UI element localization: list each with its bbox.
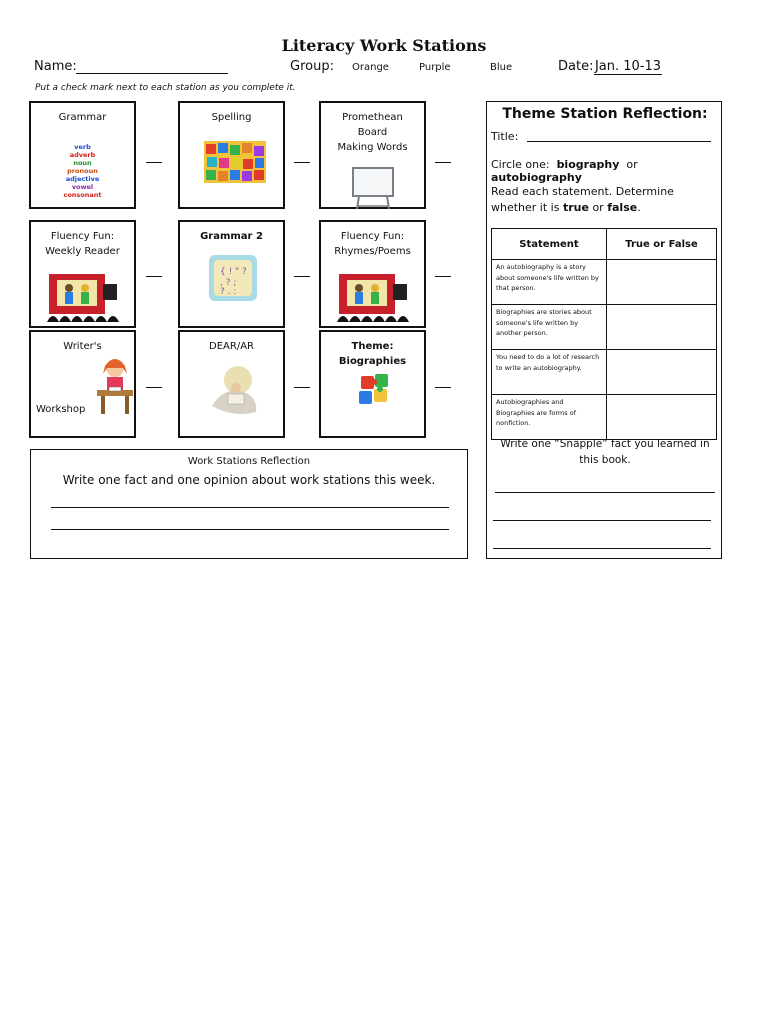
readers-theater-image	[47, 272, 121, 322]
snapple-prompt	[487, 436, 723, 468]
grammar-word: vowel	[71, 183, 94, 191]
or-word: or	[592, 201, 604, 214]
station-label: Grammar	[58, 112, 107, 123]
work-reflection-prompt: Write one fact and one opinion about work stations this week.	[62, 473, 436, 487]
column-header-statement: Statement	[492, 229, 607, 260]
true-false-table	[491, 228, 717, 440]
option-biography[interactable]: biography	[556, 158, 620, 171]
group-orange[interactable]: Orange	[352, 62, 389, 73]
station-grammar-2	[178, 220, 285, 328]
punctuation-marks-image	[208, 254, 258, 302]
answer-cell[interactable]	[607, 260, 717, 305]
letter-magnets-image	[204, 141, 266, 183]
station-label: Promethean Board Making Words	[337, 112, 408, 153]
title-field[interactable]	[527, 141, 711, 142]
option-autobiography[interactable]: autobiography	[491, 171, 582, 184]
reading-moon-image	[204, 358, 264, 418]
snapple-answer-line-1[interactable]	[495, 492, 715, 493]
table-row	[492, 305, 717, 350]
circle-one-label: Circle one:	[491, 158, 550, 171]
circle-one-line	[491, 158, 721, 184]
check-promethean-board[interactable]	[435, 162, 451, 163]
answer-cell[interactable]	[607, 305, 717, 350]
grammar-word: verb	[74, 143, 91, 151]
column-header-true-false: True or False	[607, 229, 717, 260]
read-statement-instructions: Read each statement. Determine whether it is true or false.	[491, 185, 674, 214]
puzzle-pieces-image	[355, 370, 395, 410]
false-word: false	[607, 201, 638, 214]
date-value[interactable]: Jan. 10-13	[594, 59, 662, 74]
statement-cell: An autobiography is a story about someone's life written by that person.	[492, 260, 607, 305]
read-line-1: Read each statement. Determine	[491, 185, 674, 198]
work-stations-reflection-panel	[30, 449, 468, 559]
station-promethean-board	[319, 101, 426, 209]
station-label-2: Workshop	[36, 404, 86, 415]
reflection-title: Theme Station Reflection:	[502, 106, 708, 122]
snapple-answer-line-2[interactable]	[493, 520, 711, 521]
table-row	[492, 260, 717, 305]
grammar-word: noun	[73, 159, 92, 167]
snapple-line-1: Write one “Snapple” fact you learned in	[500, 438, 710, 450]
grammar-word: adjective	[65, 175, 100, 183]
name-label: Name:	[34, 59, 77, 74]
date-label: Date:	[558, 59, 594, 74]
grammar-word: consonant	[63, 191, 102, 199]
read-line-2: whether it is	[491, 201, 560, 214]
svg-text:, ? ;: , ? ;	[220, 278, 237, 288]
title-field-label: Title:	[491, 130, 519, 143]
station-fluency-rhymes-poems	[319, 220, 426, 328]
snapple-line-2: this book.	[579, 454, 631, 466]
station-label: Grammar 2	[200, 231, 263, 242]
work-answer-line-2[interactable]	[51, 529, 449, 530]
page-title: Literacy Work Stations	[281, 36, 487, 55]
whiteboard-image	[351, 167, 395, 211]
check-dear-ar[interactable]	[294, 387, 310, 388]
check-writers-workshop[interactable]	[146, 387, 162, 388]
work-answer-line-1[interactable]	[51, 507, 449, 508]
station-dear-ar	[178, 330, 285, 438]
svg-text:? . :: ? . :	[220, 287, 237, 297]
or-word: or	[626, 158, 638, 171]
group-purple[interactable]: Purple	[419, 62, 451, 73]
station-grammar	[29, 101, 136, 209]
statement-cell: You need to do a lot of research to write an autobiography.	[492, 350, 607, 395]
station-label: Writer's	[63, 341, 102, 352]
check-theme-biographies[interactable]	[435, 387, 451, 388]
station-writers-workshop	[29, 330, 136, 438]
station-fluency-weekly-reader	[29, 220, 136, 328]
grammar-word: adverb	[69, 151, 96, 159]
grammar-word: pronoun	[67, 167, 98, 175]
station-label: Fluency Fun: Weekly Reader	[45, 231, 120, 257]
station-label: Theme: Biographies	[338, 341, 407, 367]
check-grammar-2[interactable]	[294, 276, 310, 277]
check-fluency-weekly-reader[interactable]	[146, 276, 162, 277]
svg-text:{ ! " ?: { ! " ?	[220, 267, 247, 277]
grammar-words-art	[31, 143, 134, 199]
check-grammar[interactable]	[146, 162, 162, 163]
group-label: Group:	[290, 59, 334, 74]
check-spelling[interactable]	[294, 162, 310, 163]
station-label: DEAR/AR	[209, 341, 254, 352]
snapple-answer-line-3[interactable]	[493, 548, 711, 549]
station-spelling	[178, 101, 285, 209]
instructions: Put a check mark next to each station as you complete it.	[35, 83, 296, 93]
statement-cell: Biographies are stories about someone's life written by another person.	[492, 305, 607, 350]
group-blue[interactable]: Blue	[490, 62, 513, 73]
table-row	[492, 350, 717, 395]
check-fluency-rhymes-poems[interactable]	[435, 276, 451, 277]
statement-cell: Autobiographies and Biographies are forms of nonfiction.	[492, 395, 607, 440]
station-label: Spelling	[211, 112, 252, 123]
true-word: true	[562, 201, 589, 214]
station-label: Fluency Fun: Rhymes/Poems	[334, 231, 411, 257]
name-field[interactable]	[76, 73, 228, 74]
table-row	[492, 395, 717, 440]
theme-reflection-panel	[486, 101, 722, 559]
work-reflection-title: Work Stations Reflection	[187, 456, 311, 467]
answer-cell[interactable]	[607, 350, 717, 395]
answer-cell[interactable]	[607, 395, 717, 440]
station-theme-biographies	[319, 330, 426, 438]
writing-child-image	[95, 354, 135, 418]
readers-theater-image	[337, 272, 411, 322]
